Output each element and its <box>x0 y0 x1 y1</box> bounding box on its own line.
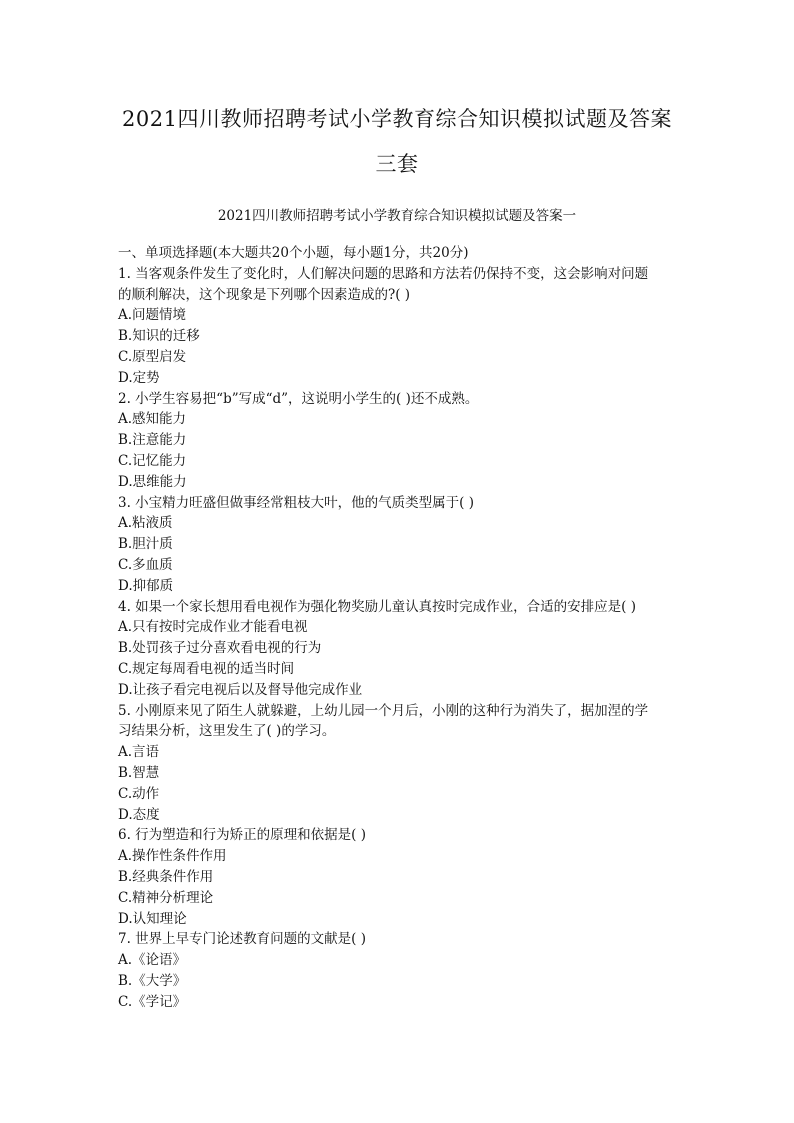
question-2-option: B.注意能力 <box>118 432 187 449</box>
question-5-option: B.智慧 <box>118 764 160 781</box>
question-7-option: B.《大学》 <box>118 972 187 989</box>
question-stem-7: 7. 世界上早专门论述教育问题的文献是( ) <box>118 931 366 948</box>
question-6-option: C.精神分析理论 <box>118 889 214 906</box>
document-subtitle: 2021四川教师招聘考试小学教育综合知识模拟试题及答案一 <box>217 208 577 224</box>
question-5-option: C.动作 <box>118 785 160 802</box>
question-stem-5: 5. 小刚原来见了陌生人就躲避，上幼儿园一个月后，小刚的这种行为消失了，据加涅的学 <box>118 702 649 719</box>
question-6-option: B.经典条件作用 <box>118 868 214 885</box>
document-title-line-2: 三套 <box>375 152 419 176</box>
question-3-option: C.多血质 <box>118 556 173 573</box>
question-2-option: C.记忆能力 <box>118 452 187 469</box>
question-1-option: D.定势 <box>118 369 160 386</box>
question-stem-1: 的顺利解决，这个现象是下列哪个因素造成的?( ) <box>118 286 411 303</box>
question-4-option: B.处罚孩子过分喜欢看电视的行为 <box>118 640 322 657</box>
question-5-option: A.言语 <box>118 744 160 761</box>
question-3-option: B.胆汁质 <box>118 536 173 553</box>
question-4-option: D.让孩子看完电视后以及督导他完成作业 <box>118 681 363 698</box>
question-stem-2: 2. 小学生容易把“b”写成“d”，这说明小学生的( )还不成熟。 <box>118 390 479 407</box>
question-stem-1: 1. 当客观条件发生了变化时，人们解决问题的思路和方法若仍保持不变，这会影响对问题 <box>118 265 649 282</box>
question-stem-4: 4. 如果一个家长想用看电视作为强化物奖励儿童认真按时完成作业，合适的安排应是( ) <box>118 598 636 615</box>
question-1-option: B.知识的迁移 <box>118 328 200 345</box>
question-6-option: A.操作性条件作用 <box>118 848 227 865</box>
document-title-line-1: 2021四川教师招聘考试小学教育综合知识模拟试题及答案 <box>122 107 672 131</box>
question-7-option: A.《论语》 <box>118 952 187 969</box>
question-3-option: A.粘液质 <box>118 515 173 532</box>
question-list <box>118 243 688 1012</box>
section-heading: 一、单项选择题(本大题共20个小题，每小题1分，共20分) <box>118 245 469 261</box>
question-stem-6: 6. 行为塑造和行为矫正的原理和依据是( ) <box>118 827 366 844</box>
question-7-option: C.《学记》 <box>118 993 187 1010</box>
question-4-option: C.规定每周看电视的适当时间 <box>118 660 295 677</box>
question-4-option: A.只有按时完成作业才能看电视 <box>118 619 308 636</box>
question-1-option: A.问题情境 <box>118 307 187 324</box>
question-5-option: D.态度 <box>118 806 160 823</box>
question-1-option: C.原型启发 <box>118 348 187 365</box>
question-stem-3: 3. 小宝精力旺盛但做事经常粗枝大叶，他的气质类型属于( ) <box>118 494 474 511</box>
question-2-option: D.思维能力 <box>118 473 187 490</box>
question-stem-5: 习结果分析，这里发生了( )的学习。 <box>118 723 336 740</box>
question-2-option: A.感知能力 <box>118 411 187 428</box>
question-6-option: D.认知理论 <box>118 910 187 927</box>
question-3-option: D.抑郁质 <box>118 577 174 594</box>
